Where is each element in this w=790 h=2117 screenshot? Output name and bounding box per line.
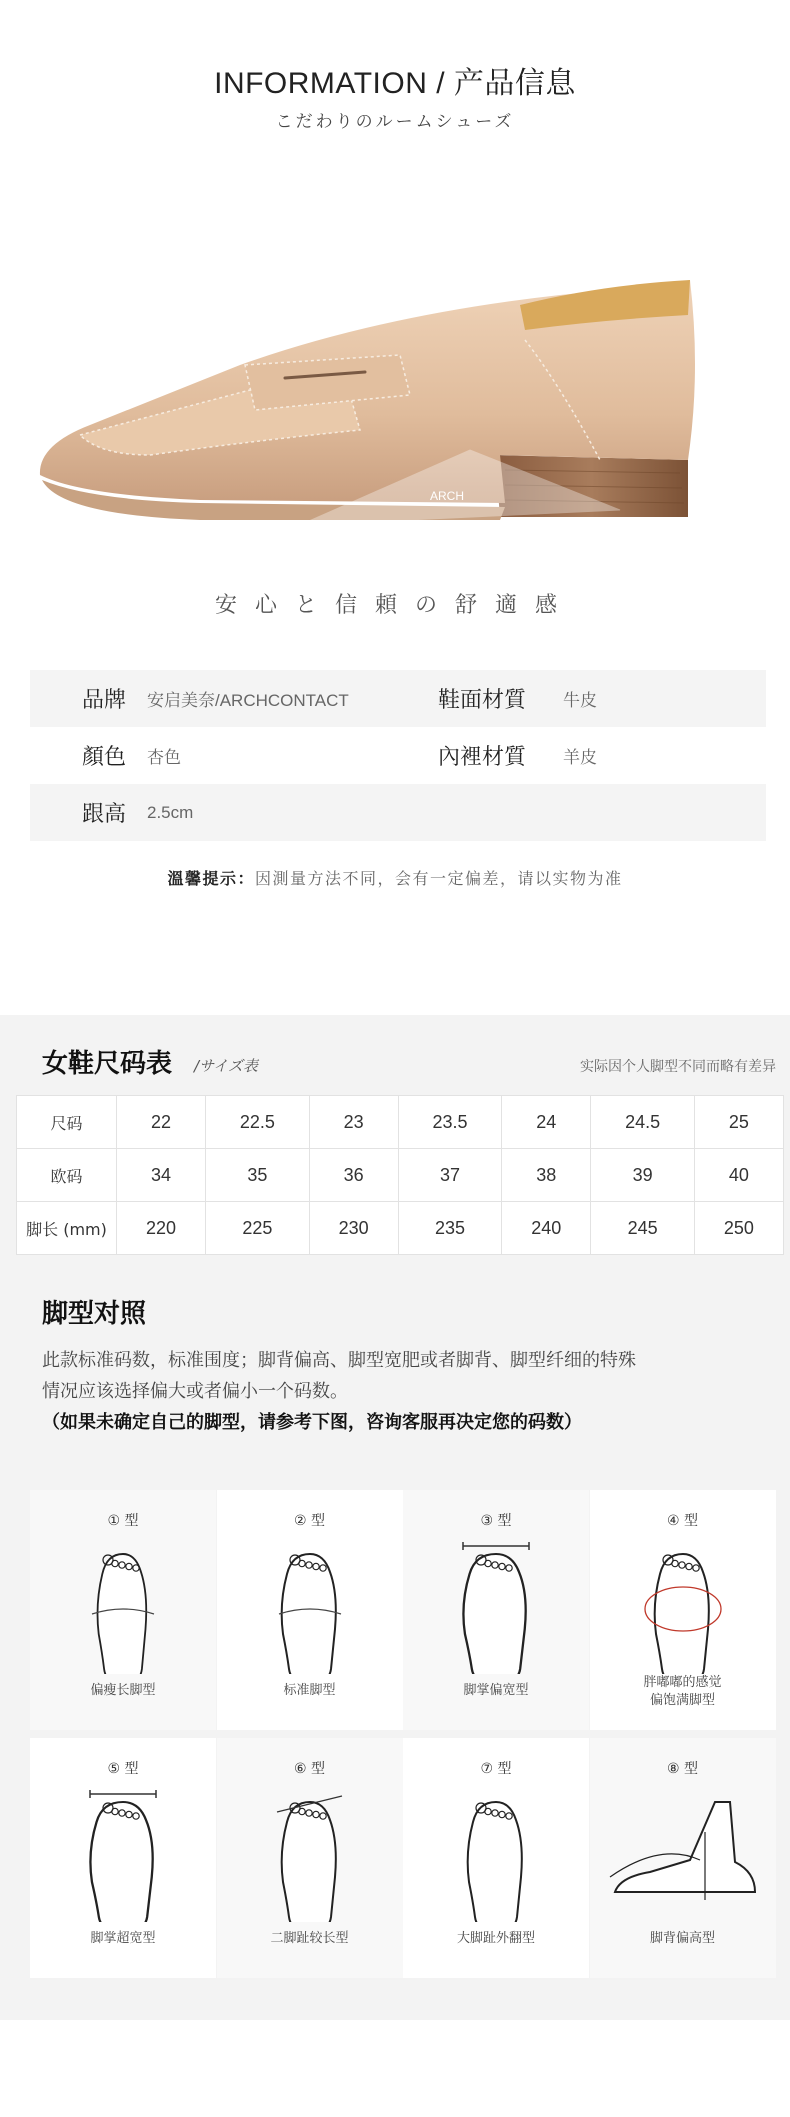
table-cell: 24 [502,1096,591,1149]
table-row [17,1096,784,1149]
foot-type-number: ⑥ 型 [293,1761,325,1777]
page-title: INFORMATION / 产品信息 [214,67,576,100]
lining-material-value: 羊皮 [563,748,597,767]
table-cell: 250 [694,1202,783,1255]
foot-type-number: ② 型 [293,1513,325,1529]
foot-type-number: ③ 型 [480,1513,512,1529]
loafer-shoe-image [0,245,790,545]
table-cell: 23.5 [398,1096,501,1149]
foot-type-title: 脚型对照 [42,1299,147,1329]
table-cell: 23 [309,1096,398,1149]
size-chart-subtitle: /サイズ表 [194,1057,258,1075]
foot-outline-icon [403,1782,589,1922]
foot-type-number: ① 型 [107,1513,139,1529]
size-chart-note: 实际因个人脚型不同而略有差异 [580,1059,776,1075]
foot-outline-icon [590,1534,776,1674]
foot-type-caption: 二脚趾较长型 [270,1931,349,1946]
tagline: 安心と信頼の舒適感 [214,593,575,618]
foot-outline-icon [30,1534,216,1674]
foot-type-card [30,1490,216,1730]
foot-type-caption: 偏瘦长脚型 [90,1683,156,1698]
foot-type-description [42,1345,762,1438]
table-cell: 230 [309,1202,398,1255]
foot-type-card [217,1738,403,1978]
foot-type-number: ④ 型 [666,1513,698,1529]
brand-label: 品牌 [82,688,127,713]
table-cell: 22.5 [206,1096,309,1149]
foot-type-caption: 脚掌超宽型 [90,1931,156,1946]
foot-type-caption: 脚掌偏宽型 [463,1683,529,1698]
foot-outline-icon [403,1534,589,1674]
heel-label: 跟高 [82,802,127,827]
table-cell: 34 [117,1149,206,1202]
table-cell: 24.5 [591,1096,694,1149]
table-cell: 245 [591,1202,694,1255]
foot-type-line-3: （如果未确定自己的脚型，请参考下图，咨询客服再决定您的码数） [42,1412,582,1433]
page-subtitle: こだわりのルームシューズ [275,112,515,132]
row-header: 尺码 [17,1096,117,1149]
upper-material-value: 牛皮 [563,691,597,710]
notice-text: 因測量方法不同，会有一定偏差，请以实物为准 [255,869,623,888]
spec-table [30,670,766,841]
spec-row-brand [30,670,766,727]
foot-type-number: ⑧ 型 [666,1761,698,1777]
foot-type-card [590,1738,776,1978]
foot-outline-icon [217,1782,403,1922]
table-cell: 35 [206,1149,309,1202]
foot-type-line-2: 情况应该选择偏大或者偏小一个码数。 [42,1381,348,1402]
notice [0,866,790,889]
foot-outline-icon [590,1782,776,1922]
table-row [17,1202,784,1255]
spec-row-heel [30,784,766,841]
table-cell: 38 [502,1149,591,1202]
notice-lead: 溫馨提示： [167,869,255,888]
foot-type-card [403,1490,589,1730]
table-cell: 22 [117,1096,206,1149]
table-cell: 240 [502,1202,591,1255]
spec-row-color [30,727,766,784]
foot-type-number: ⑤ 型 [107,1761,139,1777]
size-section [0,1015,790,2020]
table-cell: 235 [398,1202,501,1255]
foot-type-card [30,1738,216,1978]
foot-type-card [590,1490,776,1730]
foot-outline-icon [217,1534,403,1674]
foot-type-card [217,1490,403,1730]
table-cell: 37 [398,1149,501,1202]
foot-type-caption: 标准脚型 [283,1683,336,1698]
foot-type-caption: 大脚趾外翻型 [456,1931,535,1946]
product-hero [0,0,790,1005]
foot-outline-icon [30,1782,216,1922]
brand-value: 安启美奈/ARCHCONTACT [147,691,349,710]
table-cell: 39 [591,1149,694,1202]
product-image [0,245,790,545]
foot-type-caption: 胖嘟嘟的感觉 偏饱满脚型 [643,1675,722,1708]
upper-material-label: 鞋面材質 [438,688,527,713]
table-cell: 225 [206,1202,309,1255]
table-cell: 36 [309,1149,398,1202]
foot-type-card [403,1738,589,1978]
foot-type-caption-line-2: 偏饱满脚型 [649,1693,715,1708]
foot-type-caption: 脚背偏高型 [649,1931,715,1946]
size-table [16,1095,784,1255]
watermark-text: ARCH [430,489,465,503]
color-value: 杏色 [147,748,181,767]
foot-type-number: ⑦ 型 [480,1761,512,1777]
heel-value: 2.5cm [147,802,194,822]
size-chart-header [0,1015,790,1085]
foot-type-line-1: 此款标准码数，标准围度；脚背偏高、脚型宽肥或者脚背、脚型纤细的特殊 [42,1350,636,1371]
table-cell: 40 [694,1149,783,1202]
table-cell: 220 [117,1202,206,1255]
table-row [17,1149,784,1202]
table-cell: 25 [694,1096,783,1149]
row-header: 脚长 (mm) [17,1202,117,1255]
row-header: 欧码 [17,1149,117,1202]
size-chart-title: 女鞋尺码表 [42,1049,173,1079]
lining-material-label: 內裡材質 [438,745,527,770]
color-label: 顏色 [82,745,127,770]
